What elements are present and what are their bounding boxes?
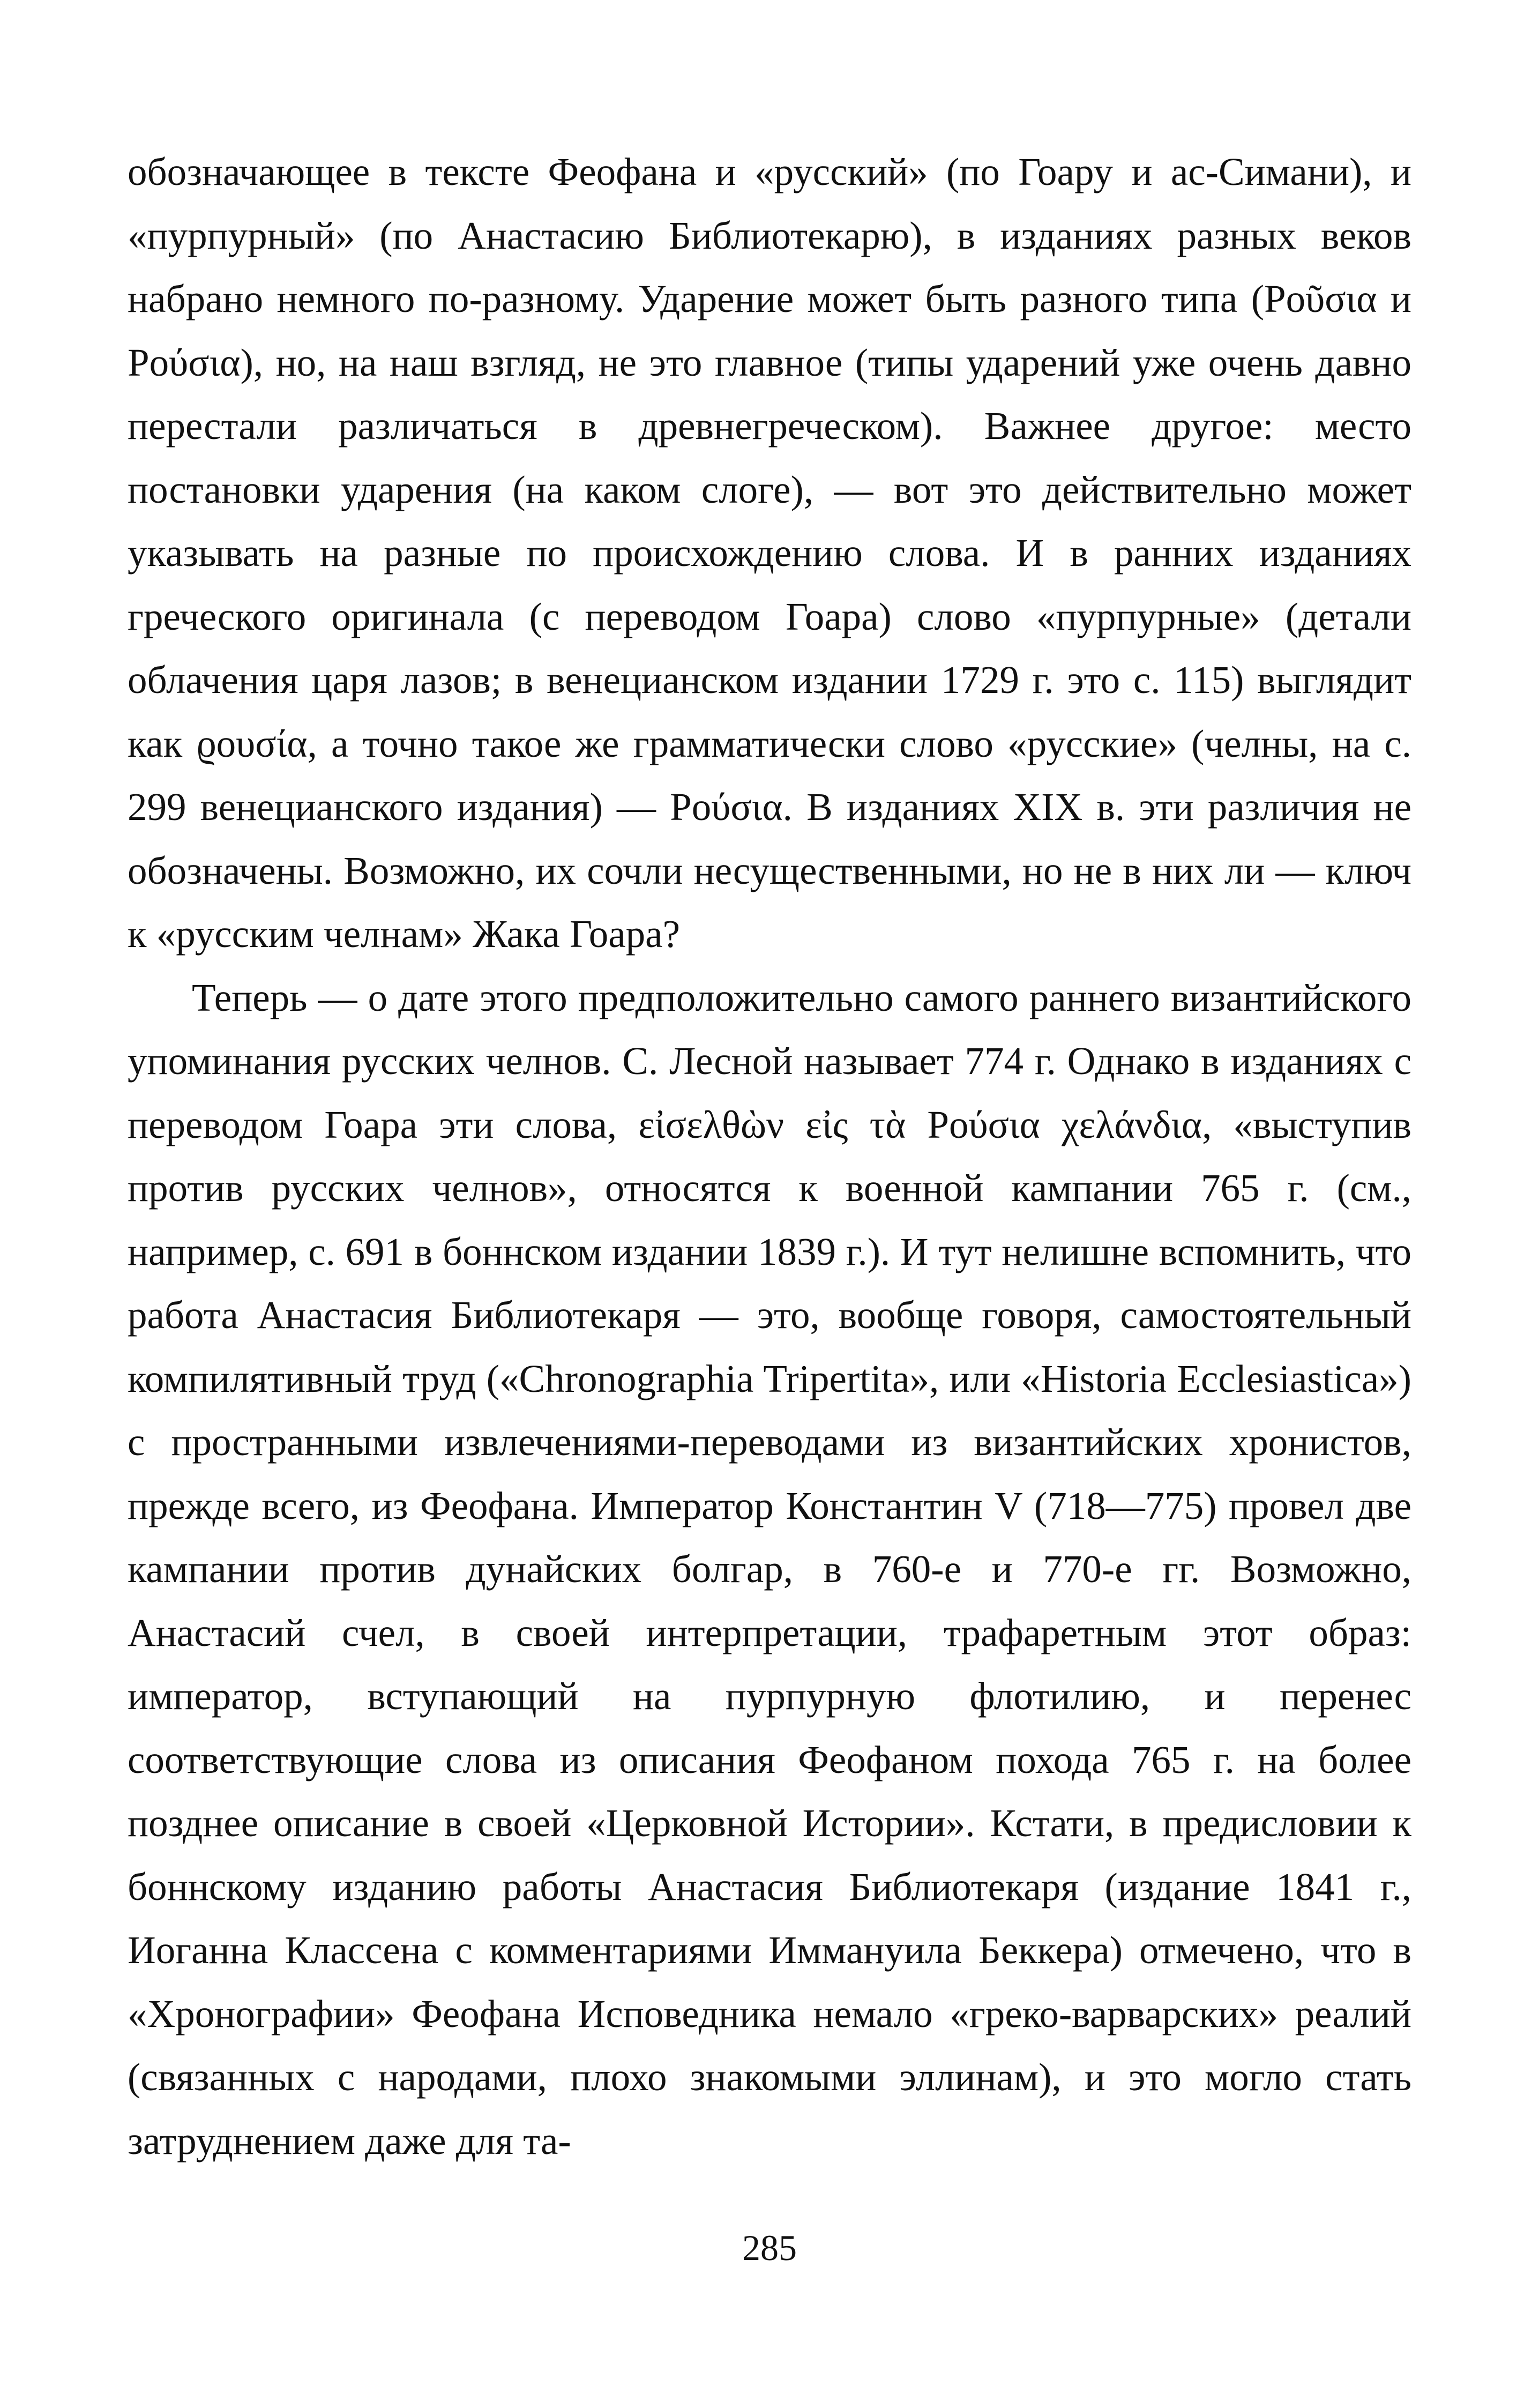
- body-text: [128, 140, 1411, 2173]
- paragraph-1: обозначающее в тексте Феофана и «русский» (по Гоару и ас-Симани), и «пурпурный» (по Анастасию Библиотекарю), в изданиях разных веков набрано немного по-разному. Ударение может быть разного типа (Ροῦσια и Ρούσια), но, на наш взгляд, не это главное (типы ударений уже очень давно перестали различаться в древнегреческом). Важнее другое: место постановки ударения (на каком слоге), — вот это действительно может указывать на разные по происхождению слова. И в ранних изданиях греческого оригинала (с переводом Гоара) слово «пурпурные» (детали облачения царя лазов; в венецианском издании 1729 г. это с. 115) выглядит как ϱουσία, а точно такое же грамматически слово «русские» (челны, на с. 299 венецианского издания) — Ρούσια. В изданиях XIX в. эти различия не обозначены. Возможно, их сочли несущественными, но не в них ли — ключ к «русским челнам» Жака Гоара?: [128, 150, 1411, 956]
- paragraph-2: Теперь — о дате этого предположительно самого раннего византийского упоминания русских челнов. С. Лесной называет 774 г. Однако в изданиях с переводом Гоара эти слова, εἰσελθὼν εἰς τὰ Ρούσια χελάνδια, «выступив против русских челнов», относятся к военной кампании 765 г. (см., например, с. 691 в боннском издании 1839 г.). И тут нелишне вспомнить, что работа Анастасия Библиотекаря — это, вообще говоря, самостоятельный компилятивный труд («Chronographia Tripertita», или «Historia Ecclesiastica») с пространными извлечениями-переводами из византийских хронистов, прежде всего, из Феофана. Император Константин V (718—775) провел две кампании против дунайских болгар, в 760-е и 770-е гг. Возможно, Анастасий счел, в своей интерпретации, трафаретным этот образ: император, вступающий на пурпурную флотилию, и перенес соответствующие слова из описания Феофаном похода 765 г. на более позднее описание в своей «Церковной Истории». Кстати, в предисловии к боннскому изданию работы Анастасия Библиотекаря (издание 1841 г., Иоганна Классена с комментариями Иммануила Беккера) отмечено, что в «Хронографии» Феофана Исповедника немало «греко-варварских» реалий (связанных с народами, плохо знакомыми эллинам), и это могло стать затруднением даже для та-: [128, 975, 1411, 2163]
- page-number: 285: [742, 2227, 797, 2268]
